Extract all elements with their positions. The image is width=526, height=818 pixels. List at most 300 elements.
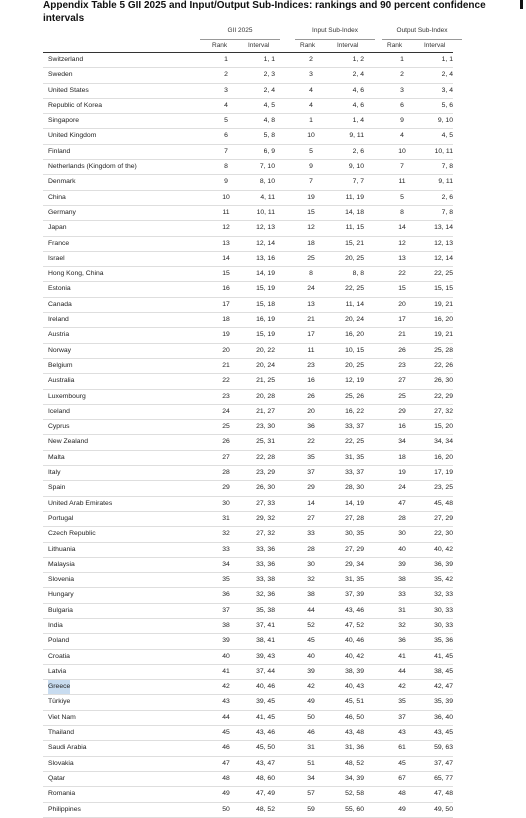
output-interval: 30, 33 (434, 621, 453, 629)
output-rank: 61 (398, 744, 406, 752)
gii-interval: 41, 45 (256, 713, 275, 721)
output-rank: 8 (400, 208, 404, 216)
country-name: Portugal (48, 514, 74, 522)
output-rank: 2 (400, 71, 404, 79)
table-row (43, 650, 453, 665)
table-row (43, 313, 453, 328)
input-interval: 16, 22 (345, 407, 364, 415)
country-name: Thailand (48, 729, 75, 737)
table-row (43, 741, 453, 756)
output-interval: 23, 25 (434, 484, 453, 492)
input-interval: 40, 43 (345, 683, 364, 691)
gii-rank: 5 (224, 117, 228, 125)
input-interval: 4, 6 (352, 101, 364, 109)
output-interval: 1, 1 (441, 56, 453, 63)
output-interval: 37, 47 (434, 759, 453, 767)
input-interval: 27, 28 (345, 514, 364, 522)
input-interval: 33, 37 (345, 469, 364, 477)
gii-interval: 12, 13 (256, 224, 275, 232)
input-interval: 52, 58 (345, 790, 364, 798)
input-interval: 43, 48 (345, 729, 364, 737)
gii-interval-header: Interval (248, 42, 270, 49)
gii-interval: 22, 28 (256, 453, 275, 461)
input-rank: 14 (307, 499, 315, 507)
gii-interval: 7, 10 (259, 163, 275, 171)
table-row (43, 512, 453, 527)
output-rank: 15 (398, 285, 406, 293)
gii-interval: 23, 29 (256, 469, 275, 477)
table-row (43, 328, 453, 343)
gii-interval: 23, 30 (256, 423, 275, 431)
country-name: Germany (48, 208, 76, 216)
gii-interval: 8, 10 (259, 178, 275, 186)
input-rank: 3 (309, 71, 313, 79)
input-interval: 22, 25 (345, 438, 364, 446)
output-rank: 23 (398, 361, 406, 369)
output-rank: 19 (398, 469, 406, 477)
output-interval: 5, 6 (441, 101, 453, 109)
output-rank: 4 (400, 132, 404, 140)
gii-rank: 20 (222, 346, 230, 354)
table-row (43, 175, 453, 190)
input-interval-header: Interval (337, 42, 359, 49)
output-interval: 16, 20 (434, 316, 453, 324)
gii-rank: 28 (222, 469, 230, 477)
input-interval: 10, 15 (345, 346, 364, 354)
output-rank: 3 (400, 86, 404, 94)
gii-rank: 4 (224, 101, 228, 109)
output-rank: 11 (398, 178, 406, 186)
country-name: Japan (48, 224, 67, 232)
country-name: Spain (48, 484, 66, 492)
output-rank: 47 (398, 499, 406, 507)
output-rank: 14 (398, 224, 406, 232)
input-interval: 31, 36 (345, 744, 364, 752)
input-rank: 40 (307, 652, 315, 660)
output-rank: 24 (398, 484, 406, 492)
country-name: Romania (48, 790, 76, 798)
table-row (43, 298, 453, 313)
gii-rank: 44 (222, 713, 230, 721)
gii-interval: 26, 30 (256, 484, 275, 492)
input-interval: 33, 37 (345, 423, 364, 431)
gii-interval: 48, 52 (256, 805, 275, 813)
input-rank: 36 (307, 423, 315, 431)
output-rank: 25 (398, 392, 406, 400)
country-name: United States (48, 86, 89, 94)
country-name: France (48, 239, 70, 247)
output-interval: 35, 36 (434, 637, 453, 645)
output-interval: 26, 30 (434, 377, 453, 385)
table-row (43, 772, 453, 787)
output-rank: 39 (398, 560, 406, 568)
input-rank: 22 (307, 438, 315, 446)
table-row (43, 420, 453, 435)
country-name: Austria (48, 331, 70, 339)
gii-rank: 12 (222, 224, 230, 232)
output-rank: 45 (398, 759, 406, 767)
country-name: Ireland (48, 316, 69, 324)
output-interval: 7, 8 (441, 163, 453, 171)
gii-rank: 31 (222, 514, 230, 522)
output-rank: 17 (398, 316, 406, 324)
country-name: Iceland (48, 407, 70, 415)
country-name: Türkiye (48, 698, 71, 706)
input-interval: 1, 4 (352, 117, 364, 125)
country-name: Hong Kong, China (48, 270, 104, 278)
input-interval: 27, 29 (345, 545, 364, 553)
input-interval: 9, 11 (349, 132, 364, 140)
gii-interval: 33, 38 (256, 576, 275, 584)
output-interval: 19, 21 (434, 331, 453, 339)
table-row (43, 573, 453, 588)
output-rank: 31 (398, 606, 406, 614)
input-rank: 25 (307, 254, 315, 262)
output-rank: 48 (398, 790, 406, 798)
country-name: Norway (48, 346, 72, 354)
gii-rank: 14 (222, 254, 230, 262)
gii-interval: 2, 3 (263, 71, 275, 79)
gii-interval: 2, 4 (263, 86, 275, 94)
table-row (43, 53, 453, 68)
table-row (43, 711, 453, 726)
table-row (43, 604, 453, 619)
gii-interval: 1, 1 (263, 56, 275, 63)
gii-group-header: GII 2025 (200, 25, 280, 40)
country-name: Viet Nam (48, 713, 76, 721)
input-interval: 11, 15 (345, 224, 364, 232)
gii-rank: 43 (222, 698, 230, 706)
table-row (43, 221, 453, 236)
gii-rank: 6 (224, 132, 228, 140)
gii-interval: 20, 22 (256, 346, 275, 354)
gii-interval: 4, 11 (260, 193, 275, 201)
input-rank: 15 (307, 208, 315, 216)
output-rank: 42 (398, 683, 406, 691)
country-name: Croatia (48, 652, 70, 660)
table-row (43, 405, 453, 420)
output-interval: 22, 26 (434, 361, 453, 369)
gii-interval: 20, 24 (256, 361, 275, 369)
input-rank: 21 (307, 316, 315, 324)
table-row (43, 237, 453, 252)
output-rank: 20 (398, 300, 406, 308)
input-interval: 48, 52 (345, 759, 364, 767)
gii-rank: 42 (222, 683, 230, 691)
country-name: Cyprus (48, 423, 70, 431)
gii-interval: 15, 19 (256, 285, 275, 293)
gii-interval: 16, 19 (256, 316, 275, 324)
table-row (43, 359, 453, 374)
country-name: Saudi Arabia (48, 744, 87, 752)
table-row (43, 527, 453, 542)
gii-interval: 35, 38 (256, 606, 275, 614)
gii-interval: 37, 44 (256, 667, 275, 675)
table-row (43, 344, 453, 359)
output-interval: 42, 47 (434, 683, 453, 691)
gii-interval: 5, 8 (263, 132, 275, 140)
output-interval: 12, 13 (434, 239, 453, 247)
input-interval: 37, 39 (345, 591, 364, 599)
output-interval: 32, 33 (434, 591, 453, 599)
input-interval: 11, 14 (345, 300, 364, 308)
page-edge-mark (520, 0, 523, 9)
input-rank: 45 (307, 637, 315, 645)
gii-interval: 32, 36 (256, 591, 275, 599)
country-name: China (48, 193, 66, 201)
output-rank: 32 (398, 621, 406, 629)
input-interval: 15, 21 (345, 239, 364, 247)
input-interval: 55, 60 (345, 805, 364, 813)
input-interval: 14, 18 (345, 208, 364, 216)
table-row (43, 466, 453, 481)
country-name: Luxembourg (48, 392, 86, 400)
gii-interval: 27, 33 (256, 499, 275, 507)
gii-interval: 48, 60 (256, 774, 275, 782)
gii-interval: 39, 45 (256, 698, 275, 706)
output-rank: 34 (398, 438, 406, 446)
output-interval: 47, 48 (434, 790, 453, 798)
input-rank: 19 (307, 193, 315, 201)
gii-interval: 29, 32 (256, 514, 275, 522)
gii-rank: 40 (222, 652, 230, 660)
gii-interval: 4, 8 (263, 117, 275, 125)
page-title: Appendix Table 5 GII 2025 and Input/Output Sub-Indices: rankings and 90 percent confidence intervals (43, 0, 486, 24)
input-rank: 7 (309, 178, 313, 186)
output-rank: 35 (398, 698, 406, 706)
table-row (43, 803, 453, 818)
input-interval: 40, 42 (345, 652, 364, 660)
gii-rank: 23 (222, 392, 230, 400)
output-interval: 35, 39 (434, 698, 453, 706)
gii-rank: 7 (224, 147, 228, 155)
country-name: Malta (48, 453, 65, 461)
output-interval: 12, 14 (434, 254, 453, 262)
gii-rank: 26 (222, 438, 230, 446)
table-row (43, 282, 453, 297)
output-rank: 9 (400, 117, 404, 125)
country-name: Italy (48, 469, 61, 477)
table-row (43, 160, 453, 175)
input-interval: 31, 35 (345, 453, 364, 461)
output-interval: 17, 19 (434, 469, 453, 477)
table-row (43, 497, 453, 512)
input-rank: 57 (307, 790, 315, 798)
country-name: Slovakia (48, 759, 74, 767)
input-rank: 12 (307, 224, 315, 232)
gii-rank: 48 (222, 774, 230, 782)
gii-interval: 33, 36 (256, 545, 275, 553)
input-interval: 20, 25 (345, 361, 364, 369)
gii-rank: 29 (222, 484, 230, 492)
gii-rank: 16 (222, 285, 230, 293)
country-name: Singapore (48, 117, 79, 125)
ranking-table (43, 53, 453, 818)
output-rank: 49 (398, 805, 406, 813)
output-interval: 40, 42 (434, 545, 453, 553)
input-rank: 18 (307, 239, 315, 247)
table-row (43, 588, 453, 603)
input-rank: 42 (307, 683, 315, 691)
gii-rank: 32 (222, 530, 230, 538)
output-interval: 36, 39 (434, 560, 453, 568)
input-rank: 23 (307, 361, 315, 369)
input-rank: 52 (307, 621, 315, 629)
input-rank: 32 (307, 576, 315, 584)
output-interval: 7, 8 (441, 208, 453, 216)
country-name: Latvia (48, 667, 67, 675)
input-rank: 27 (307, 514, 315, 522)
input-interval: 20, 25 (345, 254, 364, 262)
gii-rank: 45 (222, 729, 230, 737)
gii-rank: 37 (222, 606, 230, 614)
gii-rank: 36 (222, 591, 230, 599)
gii-rank: 22 (222, 377, 230, 385)
country-name: Greece (48, 680, 70, 694)
gii-interval: 15, 19 (256, 331, 275, 339)
gii-rank: 50 (222, 805, 230, 813)
country-name: Finland (48, 147, 71, 155)
input-rank: 16 (307, 377, 315, 385)
gii-rank: 21 (222, 361, 230, 369)
country-name: Republic of Korea (48, 101, 103, 109)
output-interval: 2, 4 (441, 71, 453, 79)
country-name: United Kingdom (48, 132, 97, 140)
gii-rank: 47 (222, 759, 230, 767)
table-row (43, 726, 453, 741)
country-name: Philippines (48, 805, 81, 813)
input-rank: 29 (307, 484, 315, 492)
table-row (43, 680, 453, 695)
output-rank: 1 (400, 56, 404, 63)
gii-interval: 37, 41 (256, 621, 275, 629)
table-row (43, 543, 453, 558)
table-row (43, 114, 453, 129)
output-interval: 13, 14 (434, 224, 453, 232)
output-rank: 30 (398, 530, 406, 538)
gii-rank: 17 (222, 300, 230, 308)
country-name: Qatar (48, 774, 65, 782)
input-rank-header: Rank (300, 42, 316, 49)
table-row (43, 267, 453, 282)
gii-rank: 38 (222, 621, 230, 629)
country-name: New Zealand (48, 438, 89, 446)
gii-interval: 43, 46 (256, 729, 275, 737)
output-interval: 36, 40 (434, 713, 453, 721)
country-name: United Arab Emirates (48, 499, 113, 507)
gii-interval: 45, 50 (256, 744, 275, 752)
output-interval: 9, 10 (437, 117, 453, 125)
input-interval: 14, 19 (345, 499, 364, 507)
input-interval: 25, 26 (345, 392, 364, 400)
gii-rank: 15 (222, 270, 230, 278)
country-name: Lithuania (48, 545, 76, 553)
gii-interval: 12, 14 (256, 239, 275, 247)
output-rank: 21 (398, 331, 406, 339)
gii-rank: 9 (224, 178, 228, 186)
output-interval: 43, 45 (434, 729, 453, 737)
input-rank: 13 (307, 300, 315, 308)
gii-interval: 38, 41 (256, 637, 275, 645)
table-row (43, 206, 453, 221)
output-rank: 26 (398, 346, 406, 354)
output-rank: 6 (400, 101, 404, 109)
input-interval: 45, 51 (345, 698, 364, 706)
input-rank: 8 (309, 270, 313, 278)
country-name: Malaysia (48, 560, 75, 568)
input-interval: 8, 8 (352, 270, 364, 278)
country-name: Netherlands (Kingdom of the) (48, 163, 137, 171)
table-row (43, 619, 453, 634)
gii-interval: 39, 43 (256, 652, 275, 660)
input-interval: 47, 52 (345, 621, 364, 629)
output-rank: 22 (398, 270, 406, 278)
country-name: Belgium (48, 361, 73, 369)
table-row (43, 84, 453, 99)
output-interval: 59, 63 (434, 744, 453, 752)
input-interval: 12, 19 (345, 377, 364, 385)
input-rank: 11 (307, 346, 315, 354)
gii-rank: 39 (222, 637, 230, 645)
output-interval: 27, 29 (434, 514, 453, 522)
gii-rank: 35 (222, 576, 230, 584)
gii-rank-header: Rank (212, 42, 228, 49)
input-rank: 24 (307, 285, 315, 293)
country-name: Canada (48, 300, 72, 308)
country-name: Israel (48, 254, 65, 262)
input-interval: 16, 20 (345, 331, 364, 339)
output-rank: 12 (398, 239, 406, 247)
gii-interval: 33, 36 (256, 560, 275, 568)
output-rank: 37 (398, 713, 406, 721)
table-row (43, 145, 453, 160)
input-rank: 17 (307, 331, 315, 339)
input-interval: 2, 4 (352, 71, 364, 79)
output-interval: 38, 45 (434, 667, 453, 675)
input-interval: 9, 10 (348, 163, 364, 171)
gii-rank: 34 (222, 560, 230, 568)
input-interval: 31, 35 (345, 576, 364, 584)
gii-interval: 4, 5 (263, 101, 275, 109)
output-interval: 2, 6 (441, 193, 453, 201)
gii-rank: 3 (224, 86, 228, 94)
output-rank: 44 (398, 667, 406, 675)
output-rank: 67 (398, 774, 406, 782)
input-rank: 1 (309, 117, 313, 125)
country-name: Switzerland (48, 56, 84, 63)
gii-rank: 1 (224, 56, 228, 63)
input-rank: 20 (307, 407, 315, 415)
input-rank: 51 (307, 759, 315, 767)
input-rank: 30 (307, 560, 315, 568)
input-rank: 9 (309, 163, 313, 171)
table-row (43, 634, 453, 649)
output-rank: 27 (398, 377, 406, 385)
output-rank: 40 (398, 545, 406, 553)
gii-interval: 13, 16 (256, 254, 275, 262)
output-rank: 36 (398, 637, 406, 645)
input-rank: 46 (307, 729, 315, 737)
gii-rank: 33 (222, 545, 230, 553)
input-rank: 4 (309, 101, 313, 109)
output-interval: 15, 20 (434, 423, 453, 431)
gii-rank: 49 (222, 790, 230, 798)
input-interval: 43, 46 (345, 606, 364, 614)
input-rank: 31 (307, 744, 315, 752)
table-row (43, 481, 453, 496)
input-rank: 10 (307, 132, 315, 140)
input-rank: 59 (307, 805, 315, 813)
